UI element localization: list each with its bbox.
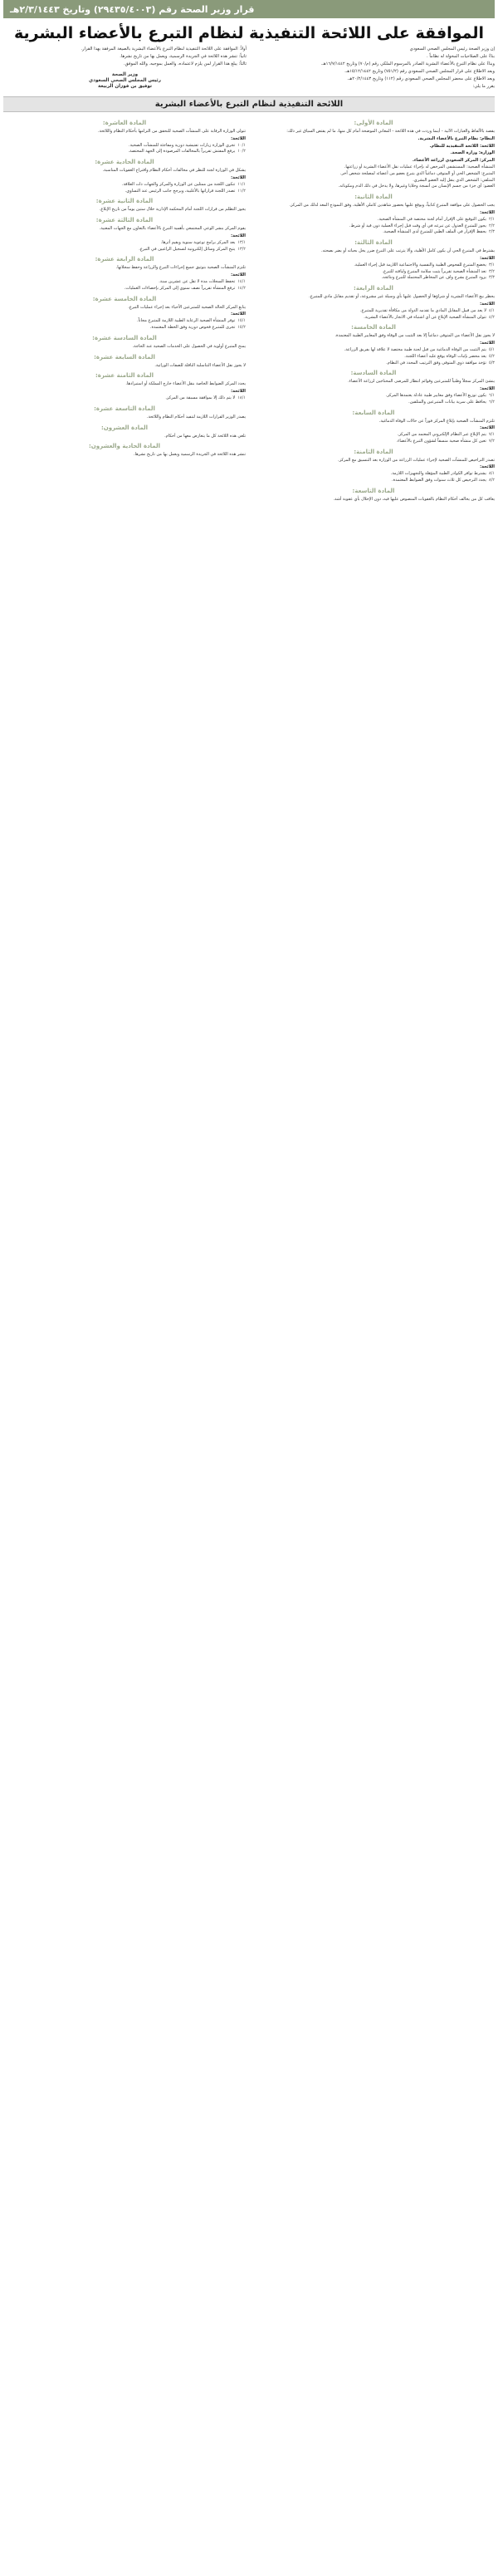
clause-number: ١٥/٢ [237, 324, 246, 330]
regulation-subheading: اللائحة: [231, 233, 246, 238]
clause-number: ٤/١ [488, 307, 495, 313]
clause-number: ٣/٣ [488, 275, 495, 281]
article-text: ١٥/٢تجرى للمتبرع فحوص دورية وفق الخطة المعتمدة. [149, 324, 246, 330]
clause-number: ٥/٢ [488, 353, 495, 359]
article-text: ٥/١يتم التثبت من الوفاة الدماغية من قبل لجنة طبية مختصة لا علاقة لها بفريق الزراعة. [344, 346, 495, 352]
clause-number: ٢/١ [488, 216, 495, 222]
article-text: ٢/١يكون التوقيع على الإقرار أمام لجنة مختصة في المنشأة الصحية. [377, 216, 495, 222]
regulation-subheading: اللائحة: [231, 389, 246, 395]
article-text: المتلقي: الشخص الذي ينقل إليه العضو البشري. [413, 177, 495, 183]
clause-number: ١١/١ [237, 181, 246, 187]
clause-number: ١٣/٢ [237, 246, 246, 252]
intro-paragraph: أولاً: الموافقة على اللائحة التنفيذية لنظام التبرع بالأعضاء البشرية بالصيغة المرفقة بهذا القرار. [81, 47, 247, 52]
regulation-column-left [3, 115, 246, 2574]
clause-number: ١٤/١ [237, 278, 246, 284]
article-text: ٤/٢تتولى المنشأة الصحية الإبلاغ عن أي اشتباه في الاتجار بالأعضاء البشرية. [364, 314, 495, 320]
intro-column-right [251, 47, 495, 91]
clause-number: ٣/٢ [488, 268, 495, 274]
article-text: يشترط في المتبرع الحي أن يكون كامل الأهلية، وألا يترتب على التبرع ضرر يخل بحياته أو يضر بصحته. [320, 248, 495, 254]
article-text: ١٤/٢ترفع المنشأة تقريراً نصف سنوي إلى المركز بإحصاءات العمليات. [124, 285, 246, 291]
regulation-subheading: النظام: نظام التبرع بالأعضاء البشرية. [417, 135, 495, 141]
intro-section [3, 47, 495, 91]
article-text: المنشأة الصحية: المستشفى المرخص له بإجراء عمليات نقل الأعضاء البشرية أو زراعتها. [344, 164, 495, 169]
article-text: ١١/١تتكون اللجنة من ممثلين عن الوزارة والمركز والجهات ذات العلاقة. [121, 181, 246, 187]
intro-paragraph: وبعد الاطلاع على محضر المجلس الصحي السعودي رقم (١١٢) وتاريخ ٢٠/٢/١٤٤٣هـ. [347, 76, 495, 81]
article-text: ٦/٢يحافظ على سرية بيانات المتبرعين والمتلقين. [408, 399, 495, 405]
article-heading: المادة الثامنة عشرة: [95, 372, 154, 380]
article-heading: المادة السادسة: [350, 370, 397, 377]
clause-number: ٢/٢ [488, 223, 495, 228]
regulation-subheading: اللائحة: [231, 174, 246, 180]
intro-paragraph: وبعد الاطلاع على قرار المجلس الصحي السعودي رقم (٧٥١/٢) وتاريخ ١٥/١٢/١٤٤٢هـ. [344, 69, 495, 74]
signature-block [3, 72, 247, 90]
regulation-subheading: اللائحة: [231, 312, 246, 317]
article-text: ٨/٢يجدد الترخيص كل ثلاث سنوات وفق الضوابط المعتمدة. [392, 478, 495, 483]
article-text: ٥/٢يعد محضر بإثبات الوفاة يوقع عليه أعضاء اللجنة. [404, 353, 495, 359]
article-text: ١٥/١توفر المنشأة الصحية الرعاية الطبية اللازمة للمتبرع مجاناً. [137, 318, 246, 324]
article-heading: المادة الحادية والعشرون: [88, 443, 161, 450]
article-heading: المادة الخامسة: [351, 324, 396, 331]
article-text: يشكل في الوزارة لجنة للنظر في مخالفات أحكام النظام واقتراح العقوبات المناسبة. [102, 168, 246, 174]
article-text: ٣/٣يزود المتبرع بشرح واف عن المخاطر المحتملة للتبرع ونتائجه. [381, 275, 495, 281]
intro-paragraph: ثالثاً: يبلغ هذا القرار لمن يلزم لاعتماده، والعمل بموجبه. والله الموفق. [124, 61, 247, 66]
intro-paragraph: ثانياً: تنشر هذه اللائحة في الجريدة الرسمية، ويعمل بها من تاريخ نشرها. [120, 54, 247, 59]
intro-paragraph: يقرر ما يلي: [472, 84, 495, 89]
article-heading: المادة الحادية عشرة: [95, 159, 154, 166]
signature-line: توفيق بن فوزان الربيعة [97, 84, 153, 89]
regulation-subheading: اللائحة: اللائحة التنفيذية للنظام. [429, 143, 495, 149]
signature-line: وزير الصحة [111, 72, 139, 77]
article-heading: المادة الثامنة: [354, 448, 393, 455]
regulation-subheading: اللائحة: [480, 464, 495, 470]
article-text: ٧/١يتم الإبلاغ عبر النظام الإلكتروني المعتمد من المركز. [397, 432, 495, 438]
article-text: يجب الحصول على موافقة المتبرع كتابياً، ويوقع عليها بحضور شاهدين كاملي الأهلية، وفق النموذج المعد لذلك من المركز. [289, 203, 495, 209]
article-heading: المادة السابعة عشرة: [94, 353, 155, 361]
regulation-subheading: اللائحة: [231, 272, 246, 278]
article-text: ٤/١لا يعد من قبيل المقابل المادي ما تقدمه الدولة من مكافأة تقديرية للمتبرع. [359, 307, 495, 313]
article-text: يتابع المركز الحالة الصحية للمتبرعين الأحياء بعد إجراء عمليات التبرع. [128, 304, 246, 310]
decision-bar [3, 0, 495, 18]
article-heading: المادة الخامسة عشرة: [92, 295, 157, 302]
article-text: يعاقب كل من يخالف أحكام النظام بالعقوبات المنصوص عليها فيه، دون الإخلال بأي عقوبة أشد. [333, 496, 495, 502]
article-text: ١٣/١يعد المركز برامج توعوية سنوية ويقيم أثرها. [160, 239, 246, 245]
article-text: يجوز التظلم من قرارات اللجنة أمام المحكمة الإدارية خلال ستين يوماً من تاريخ الإبلاغ. [99, 207, 246, 213]
regulation-subheading: اللائحة: [480, 301, 495, 307]
article-heading: المادة العاشرة: [102, 120, 147, 126]
headline: الموافقة على اللائحة التنفيذية لنظام التبرع بالأعضاء البشرية [14, 24, 484, 42]
regulation-subheading: المركز: المركز السعودي لزراعة الأعضاء. [412, 158, 495, 164]
article-text: العضو: أي جزء من جسم الإنسان من أنسجة وخلايا وغيرها، ولا يدخل في ذلك الدم ومكوناته. [338, 184, 495, 189]
article-heading: المادة الرابعة عشرة: [95, 256, 154, 263]
article-text: لا يجوز نقل الأعضاء التناسلية الناقلة للصفات الوراثية. [154, 362, 246, 368]
regulation-title-band: اللائحة التنفيذية لنظام التبرع بالأعضاء البشرية [3, 96, 495, 112]
article-text: تلتزم المنشآت الصحية بإبلاغ المركز فوراً عن حالات الوفاة الدماغية. [378, 418, 495, 424]
clause-number: ١٤/٢ [237, 285, 246, 291]
article-text: يقصد بالألفاظ والعبارات الآتية - أينما وردت في هذه اللائحة - المعاني الموضحة أمام كل منها، ما لم يقتض السياق غير ذلك: [286, 129, 495, 134]
article-heading: المادة السادسة عشرة: [92, 334, 157, 341]
clause-number: ١٠/٢ [237, 149, 246, 155]
regulation-column-right [252, 115, 495, 2574]
regulation-subheading: اللائحة: [480, 341, 495, 346]
regulation-subheading: اللائحة: [231, 135, 246, 141]
regulation-subheading: اللائحة: [480, 209, 495, 215]
regulation-subheading: اللائحة: [480, 386, 495, 392]
article-text: ٨/١يشترط توافر الكوادر الطبية المؤهلة والتجهيزات اللازمة. [390, 471, 495, 477]
clause-number: ٥/٣ [488, 360, 495, 366]
article-text: يقوم المركز بنشر الوعي المجتمعي بأهمية التبرع بالأعضاء بالتعاون مع الجهات المعنية. [99, 226, 246, 232]
clause-number: ٨/٢ [488, 478, 495, 483]
signature-line: رئيس المجلس الصحي السعودي [89, 78, 161, 83]
article-text: ١٣/٢يتيح المركز وسائل إلكترونية لتسجيل الراغبين في التبرع. [139, 246, 246, 252]
article-heading: المادة الثالثة: [354, 239, 393, 247]
article-heading: المادة الثانية: [354, 194, 393, 201]
decision-title: قرار وزير الصحة رقم (٢٩٤٣٥/٤٠٠٣) وتاريخ ٢/٣/١٤٤٣هـ [10, 3, 255, 15]
article-heading: المادة التاسعة عشرة: [94, 405, 155, 412]
article-text: تلتزم المنشآت الصحية بتوثيق جميع إجراءات التبرع والزراعة وحفظ سجلاتها. [115, 265, 246, 271]
article-text: ينشئ المركز سجلاً وطنياً للمتبرعين وقوائم انتظار للمرضى المحتاجين لزراعة الأعضاء. [348, 379, 495, 385]
intro-paragraph: وبناءً على نظام التبرع بالأعضاء البشرية الصادر بالمرسوم الملكي رقم (م/٧٠) وتاريخ ١٦/٧/١٤٤٢هـ. [320, 61, 495, 66]
article-text: ٧/٢تعين كل منشأة صحية منسقاً لشؤون التبرع بالأعضاء. [396, 438, 495, 444]
article-text: ١٠/٢يرفع المفتش تقريراً بالمخالفات المرصودة إلى الجهة المختصة. [128, 149, 246, 155]
article-text: ١٤/١تحفظ السجلات مدة لا تقل عن عشرين سنة. [159, 278, 246, 284]
article-text: ٣/٢تعد المنشأة الصحية تقريراً يثبت سلامة المتبرع ولياقته للتبرع. [382, 268, 495, 274]
intro-paragraph: إن وزير الصحة رئيس المجلس الصحي السعودي [409, 47, 495, 52]
clause-number: ٧/٢ [488, 438, 495, 444]
article-text: يصدر الوزير القرارات اللازمة لتنفيذ أحكام النظام واللائحة. [146, 414, 246, 420]
clause-number: ٣/١ [488, 262, 495, 267]
article-text: ٣/١يخضع المتبرع للفحوص الطبية والنفسية والاجتماعية اللازمة قبل إجراء العملية. [354, 262, 495, 267]
article-heading: المادة الأولى: [354, 120, 393, 126]
article-heading: المادة التاسعة: [352, 487, 395, 494]
intro-column-left [3, 47, 247, 91]
article-heading: المادة الثانية عشرة: [95, 198, 154, 205]
clause-number: ٦/١ [488, 392, 495, 398]
article-text: ١٠/١تجري الوزارة زيارات تفتيشية دورية ومفاجئة للمنشآت الصحية. [128, 142, 246, 148]
article-heading: المادة الرابعة: [354, 285, 393, 292]
clause-number: ٦/٢ [488, 399, 495, 405]
clause-number: ٥/١ [488, 346, 495, 352]
regulation-subheading: اللائحة: [480, 425, 495, 431]
clause-number: ١٥/١ [237, 318, 246, 324]
article-text: ٢/٣يحفظ الإقرار في الملف الطبي للمتبرع لدى المنشأة الصحية. [383, 229, 495, 235]
clause-number: ٤/٢ [488, 314, 495, 320]
clause-number: ١٣/١ [237, 239, 246, 245]
clause-number: ٢/٣ [488, 229, 495, 235]
article-text: يمنح المتبرع أولوية في الحصول على الخدمات الصحية عند الحاجة. [132, 343, 246, 349]
article-text: لا يجوز نقل الأعضاء من المتوفى دماغياً إلا بعد التثبت من الوفاة وفق المعايير الطبية المعتمدة. [334, 333, 495, 339]
clause-number: ٨/١ [488, 471, 495, 477]
article-heading: المادة الثالثة عشرة: [95, 217, 154, 224]
clause-number: ١٨/١ [237, 395, 246, 400]
article-text: ٥/٣تؤخذ موافقة ذوي المتوفى وفق الترتيب المحدد في النظام. [386, 360, 495, 366]
article-text: يحظر بيع الأعضاء البشرية أو شراؤها أو الحصول عليها بأي وسيلة غير مشروعة، أو تقديم مقابل مادي للمتبرع. [309, 294, 495, 300]
regulation-subheading: اللائحة: [480, 255, 495, 261]
clause-number: ٧/١ [488, 432, 495, 438]
article-text: تتولى الوزارة الرقابة على المنشآت الصحية للتحقق من التزامها بأحكام النظام واللائحة. [97, 129, 246, 134]
article-text: ١١/٢تصدر اللجنة قراراتها بالأغلبية، ويرجح جانب الرئيس عند التساوي. [124, 188, 246, 194]
article-text: المتبرع: الشخص الحي أو المتوفى دماغياً الذي يتبرع بعضو من أعضائه لمصلحة شخص آخر. [339, 170, 495, 176]
intro-paragraph: بناءً على الصلاحيات المخولة له نظاماً . [427, 54, 495, 59]
article-text: تلغي هذه اللائحة كل ما يتعارض معها من أحكام. [164, 433, 246, 439]
clause-number: ١٠/١ [237, 142, 246, 148]
article-heading: المادة السابعة: [352, 409, 395, 416]
clause-number: ١١/٢ [237, 188, 246, 194]
article-text: يحدد المركز الضوابط الخاصة بنقل الأعضاء خارج المملكة أو استيرادها. [125, 381, 246, 387]
regulation-subheading: الوزارة: وزارة الصحة. [450, 150, 495, 156]
article-text: تصدر التراخيص للمنشآت الصحية لإجراء عمليات الزراعة من الوزارة بعد التنسيق مع المركز. [338, 457, 495, 463]
article-heading: المادة العشرون: [100, 424, 149, 431]
article-text: ١٨/١لا يتم ذلك إلا بموافقة مسبقة من المركز. [165, 395, 246, 400]
article-text: ٢/٢يجوز للمتبرع العدول عن تبرعه في أي وقت قبل إجراء العملية دون قيد أو شرط. [349, 223, 495, 228]
article-text: ٦/١يكون توزيع الأعضاء وفق معايير طبية عادلة يعتمدها المركز. [385, 392, 495, 398]
regulation-body [3, 115, 495, 2574]
article-text: تنشر هذه اللائحة في الجريدة الرسمية ويعمل بها من تاريخ نشرها. [133, 452, 246, 458]
